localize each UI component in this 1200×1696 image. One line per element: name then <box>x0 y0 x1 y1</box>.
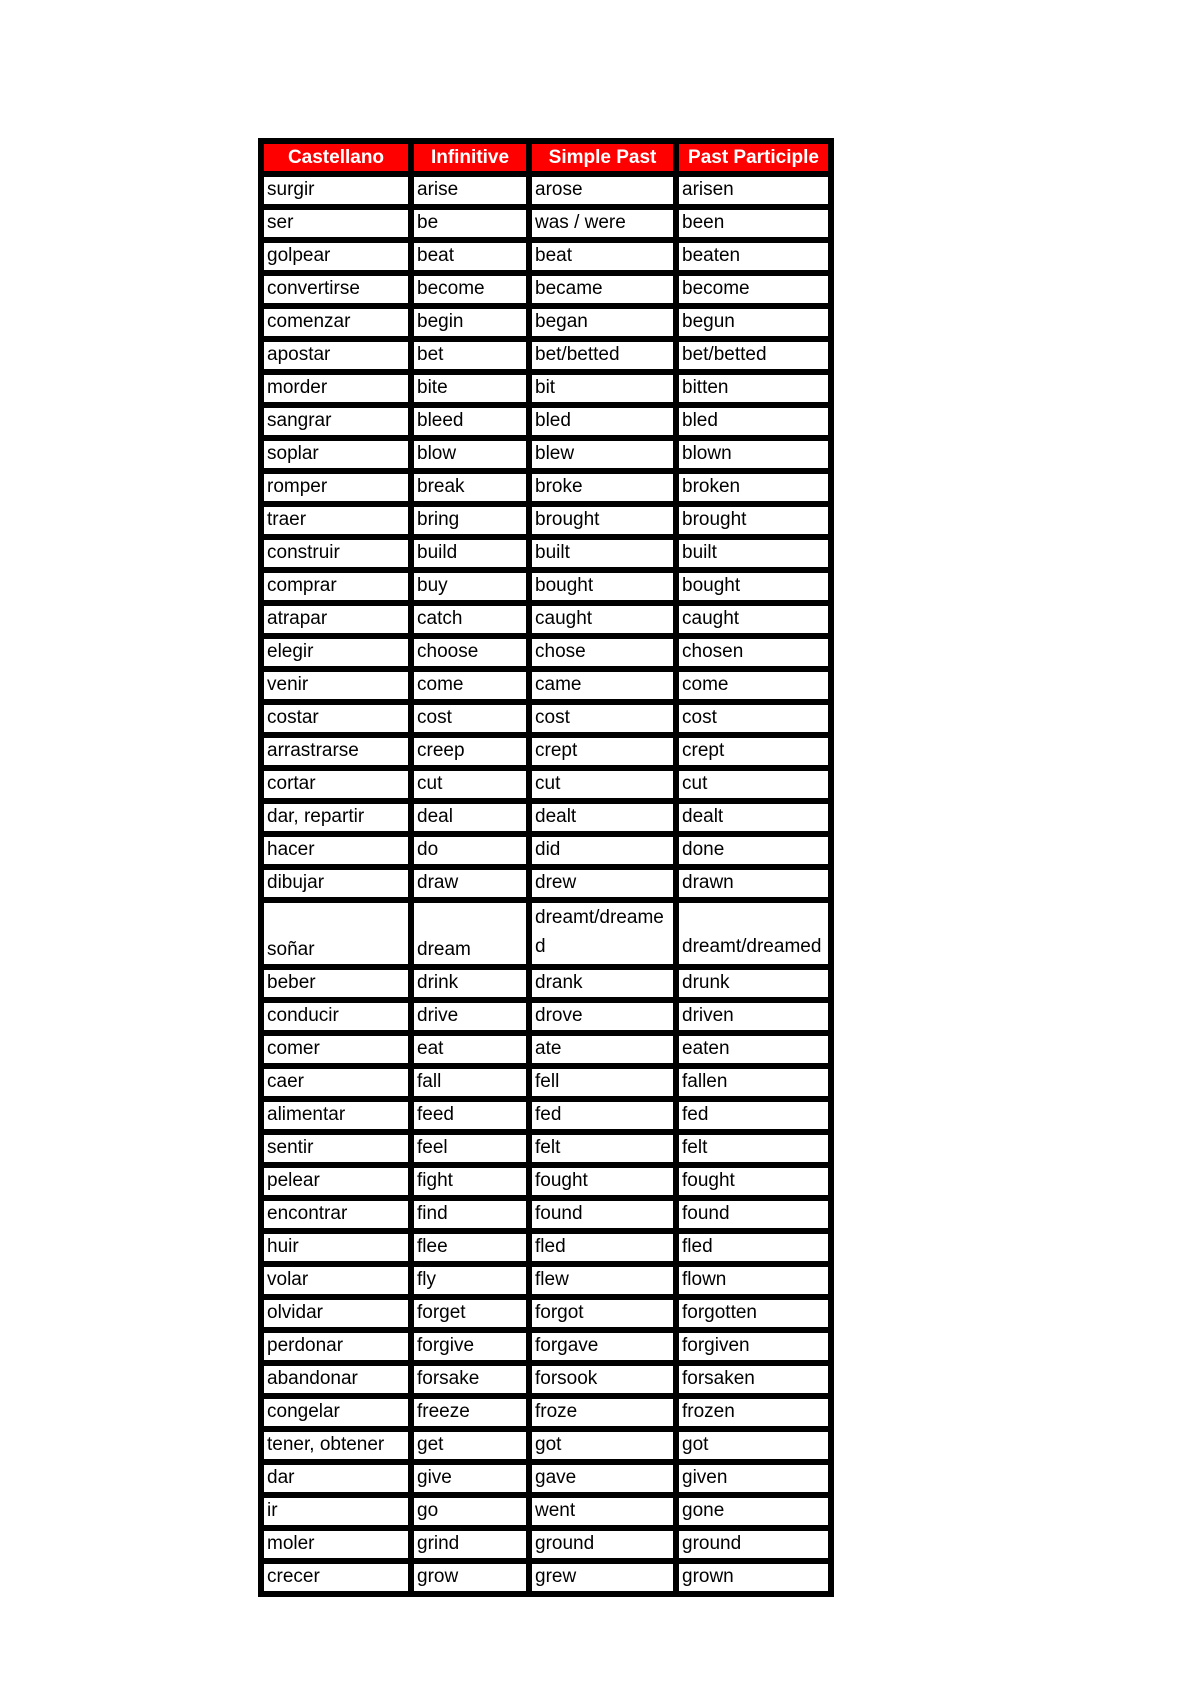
table-row <box>261 1099 831 1132</box>
table-row <box>261 1000 831 1033</box>
cell-text: dreamt/dreamed <box>682 936 822 957</box>
castellano-cell: dar, repartir <box>261 801 411 834</box>
header-castellano: Castellano <box>261 141 411 174</box>
header-simple-past: Simple Past <box>529 141 676 174</box>
castellano-cell: morder <box>261 372 411 405</box>
infinitive-cell: forget <box>411 1297 529 1330</box>
simple-past-cell: brought <box>529 504 676 537</box>
past-participle-cell: frozen <box>676 1396 831 1429</box>
infinitive-cell: eat <box>411 1033 529 1066</box>
table-row <box>261 1429 831 1462</box>
past-participle-cell: eaten <box>676 1033 831 1066</box>
infinitive-cell: flee <box>411 1231 529 1264</box>
infinitive-cell: bring <box>411 504 529 537</box>
infinitive-cell: feed <box>411 1099 529 1132</box>
past-participle-cell: cut <box>676 768 831 801</box>
simple-past-cell: ground <box>529 1528 676 1561</box>
simple-past-cell: found <box>529 1198 676 1231</box>
infinitive-cell: forsake <box>411 1363 529 1396</box>
simple-past-cell: grew <box>529 1561 676 1594</box>
table-row <box>261 1561 831 1594</box>
infinitive-cell: find <box>411 1198 529 1231</box>
infinitive-cell: begin <box>411 306 529 339</box>
past-participle-cell: chosen <box>676 636 831 669</box>
table-row <box>261 1528 831 1561</box>
table-row <box>261 339 831 372</box>
simple-past-cell: cost <box>529 702 676 735</box>
infinitive-cell: draw <box>411 867 529 900</box>
castellano-cell: arrastrarse <box>261 735 411 768</box>
header-infinitive: Infinitive <box>411 141 529 174</box>
simple-past-cell: froze <box>529 1396 676 1429</box>
table-row <box>261 471 831 504</box>
past-participle-cell: grown <box>676 1561 831 1594</box>
simple-past-cell: ate <box>529 1033 676 1066</box>
past-participle-cell: felt <box>676 1132 831 1165</box>
infinitive-cell: come <box>411 669 529 702</box>
infinitive-cell: break <box>411 471 529 504</box>
table-row <box>261 900 831 967</box>
castellano-cell: pelear <box>261 1165 411 1198</box>
past-participle-cell: fallen <box>676 1066 831 1099</box>
past-participle-cell: drawn <box>676 867 831 900</box>
past-participle-cell: done <box>676 834 831 867</box>
simple-past-cell: cut <box>529 768 676 801</box>
past-participle-cell: become <box>676 273 831 306</box>
table-row <box>261 768 831 801</box>
simple-past-cell: became <box>529 273 676 306</box>
castellano-cell: ser <box>261 207 411 240</box>
castellano-cell: traer <box>261 504 411 537</box>
table-row <box>261 537 831 570</box>
simple-past-cell: began <box>529 306 676 339</box>
simple-past-cell: caught <box>529 603 676 636</box>
table-row <box>261 867 831 900</box>
castellano-cell: venir <box>261 669 411 702</box>
infinitive-cell: catch <box>411 603 529 636</box>
past-participle-cell: begun <box>676 306 831 339</box>
table-row <box>261 405 831 438</box>
irregular-verbs-table <box>258 138 834 1597</box>
past-participle-cell <box>676 900 831 967</box>
simple-past-cell: got <box>529 1429 676 1462</box>
castellano-cell: comprar <box>261 570 411 603</box>
simple-past-cell: fought <box>529 1165 676 1198</box>
infinitive-cell: build <box>411 537 529 570</box>
castellano-cell: caer <box>261 1066 411 1099</box>
past-participle-cell: caught <box>676 603 831 636</box>
castellano-cell: dibujar <box>261 867 411 900</box>
infinitive-cell: beat <box>411 240 529 273</box>
past-participle-cell: built <box>676 537 831 570</box>
past-participle-cell: been <box>676 207 831 240</box>
castellano-cell: dar <box>261 1462 411 1495</box>
header-past-participle: Past Participle <box>676 141 831 174</box>
table-body <box>261 174 831 1594</box>
castellano-cell: ir <box>261 1495 411 1528</box>
infinitive-cell: freeze <box>411 1396 529 1429</box>
table-row <box>261 603 831 636</box>
table-row <box>261 1396 831 1429</box>
castellano-cell: beber <box>261 967 411 1000</box>
simple-past-cell <box>529 900 676 967</box>
past-participle-cell: fed <box>676 1099 831 1132</box>
cell-text: dreamt/dreamed <box>535 907 664 957</box>
table-row <box>261 1264 831 1297</box>
past-participle-cell: bled <box>676 405 831 438</box>
infinitive-cell: fight <box>411 1165 529 1198</box>
table-row <box>261 1363 831 1396</box>
past-participle-cell: broken <box>676 471 831 504</box>
header-row <box>261 141 831 174</box>
simple-past-cell: bet/betted <box>529 339 676 372</box>
simple-past-cell: gave <box>529 1462 676 1495</box>
past-participle-cell: blown <box>676 438 831 471</box>
simple-past-cell: built <box>529 537 676 570</box>
simple-past-cell: forgot <box>529 1297 676 1330</box>
castellano-cell: cortar <box>261 768 411 801</box>
castellano-cell: volar <box>261 1264 411 1297</box>
castellano-cell: construir <box>261 537 411 570</box>
table-row <box>261 1231 831 1264</box>
past-participle-cell: drunk <box>676 967 831 1000</box>
simple-past-cell: dealt <box>529 801 676 834</box>
past-participle-cell: cost <box>676 702 831 735</box>
castellano-cell: soplar <box>261 438 411 471</box>
infinitive-cell: become <box>411 273 529 306</box>
past-participle-cell: bitten <box>676 372 831 405</box>
past-participle-cell: arisen <box>676 174 831 207</box>
past-participle-cell: bet/betted <box>676 339 831 372</box>
castellano-cell: sangrar <box>261 405 411 438</box>
simple-past-cell: fell <box>529 1066 676 1099</box>
simple-past-cell: was / were <box>529 207 676 240</box>
castellano-cell: surgir <box>261 174 411 207</box>
castellano-cell: costar <box>261 702 411 735</box>
past-participle-cell: fought <box>676 1165 831 1198</box>
infinitive-cell: arise <box>411 174 529 207</box>
past-participle-cell: forsaken <box>676 1363 831 1396</box>
infinitive-cell: bleed <box>411 405 529 438</box>
simple-past-cell: crept <box>529 735 676 768</box>
infinitive-cell: cut <box>411 768 529 801</box>
infinitive-cell: deal <box>411 801 529 834</box>
table-row <box>261 372 831 405</box>
past-participle-cell: forgiven <box>676 1330 831 1363</box>
simple-past-cell: fled <box>529 1231 676 1264</box>
table-row <box>261 1495 831 1528</box>
castellano-cell: romper <box>261 471 411 504</box>
table-row <box>261 1330 831 1363</box>
infinitive-cell: forgive <box>411 1330 529 1363</box>
infinitive-cell: blow <box>411 438 529 471</box>
simple-past-cell: beat <box>529 240 676 273</box>
simple-past-cell: drew <box>529 867 676 900</box>
table-row <box>261 273 831 306</box>
table-header <box>261 141 831 174</box>
infinitive-cell: give <box>411 1462 529 1495</box>
simple-past-cell: broke <box>529 471 676 504</box>
castellano-cell: soñar <box>261 900 411 967</box>
castellano-cell: apostar <box>261 339 411 372</box>
infinitive-cell: fly <box>411 1264 529 1297</box>
simple-past-cell: went <box>529 1495 676 1528</box>
infinitive-cell: dream <box>411 900 529 967</box>
table-row <box>261 1297 831 1330</box>
table-row <box>261 1132 831 1165</box>
simple-past-cell: arose <box>529 174 676 207</box>
castellano-cell: huir <box>261 1231 411 1264</box>
simple-past-cell: came <box>529 669 676 702</box>
past-participle-cell: driven <box>676 1000 831 1033</box>
castellano-cell: hacer <box>261 834 411 867</box>
simple-past-cell: chose <box>529 636 676 669</box>
infinitive-cell: do <box>411 834 529 867</box>
past-participle-cell: beaten <box>676 240 831 273</box>
table-row <box>261 834 831 867</box>
table-row <box>261 1066 831 1099</box>
past-participle-cell: ground <box>676 1528 831 1561</box>
infinitive-cell: drink <box>411 967 529 1000</box>
table-row <box>261 570 831 603</box>
infinitive-cell: feel <box>411 1132 529 1165</box>
past-participle-cell: dealt <box>676 801 831 834</box>
castellano-cell: encontrar <box>261 1198 411 1231</box>
table-row <box>261 669 831 702</box>
infinitive-cell: buy <box>411 570 529 603</box>
castellano-cell: sentir <box>261 1132 411 1165</box>
simple-past-cell: fed <box>529 1099 676 1132</box>
castellano-cell: moler <box>261 1528 411 1561</box>
past-participle-cell: gone <box>676 1495 831 1528</box>
infinitive-cell: creep <box>411 735 529 768</box>
infinitive-cell: grow <box>411 1561 529 1594</box>
table-row <box>261 1165 831 1198</box>
castellano-cell: olvidar <box>261 1297 411 1330</box>
table-row <box>261 702 831 735</box>
castellano-cell: elegir <box>261 636 411 669</box>
castellano-cell: congelar <box>261 1396 411 1429</box>
simple-past-cell: bled <box>529 405 676 438</box>
infinitive-cell: bite <box>411 372 529 405</box>
simple-past-cell: forgave <box>529 1330 676 1363</box>
table-row <box>261 1462 831 1495</box>
castellano-cell: golpear <box>261 240 411 273</box>
castellano-cell: perdonar <box>261 1330 411 1363</box>
infinitive-cell: fall <box>411 1066 529 1099</box>
simple-past-cell: felt <box>529 1132 676 1165</box>
past-participle-cell: crept <box>676 735 831 768</box>
table-row <box>261 967 831 1000</box>
infinitive-cell: cost <box>411 702 529 735</box>
table-row <box>261 207 831 240</box>
table-row <box>261 801 831 834</box>
simple-past-cell: drank <box>529 967 676 1000</box>
simple-past-cell: bought <box>529 570 676 603</box>
infinitive-cell: drive <box>411 1000 529 1033</box>
castellano-cell: comenzar <box>261 306 411 339</box>
past-participle-cell: forgotten <box>676 1297 831 1330</box>
castellano-cell: tener, obtener <box>261 1429 411 1462</box>
past-participle-cell: brought <box>676 504 831 537</box>
table-row <box>261 240 831 273</box>
past-participle-cell: got <box>676 1429 831 1462</box>
table-row <box>261 438 831 471</box>
simple-past-cell: forsook <box>529 1363 676 1396</box>
past-participle-cell: bought <box>676 570 831 603</box>
past-participle-cell: given <box>676 1462 831 1495</box>
table-row <box>261 306 831 339</box>
past-participle-cell: come <box>676 669 831 702</box>
simple-past-cell: flew <box>529 1264 676 1297</box>
past-participle-cell: found <box>676 1198 831 1231</box>
past-participle-cell: fled <box>676 1231 831 1264</box>
table-row <box>261 504 831 537</box>
simple-past-cell: drove <box>529 1000 676 1033</box>
infinitive-cell: get <box>411 1429 529 1462</box>
table-row <box>261 1198 831 1231</box>
simple-past-cell: did <box>529 834 676 867</box>
castellano-cell: conducir <box>261 1000 411 1033</box>
castellano-cell: convertirse <box>261 273 411 306</box>
infinitive-cell: go <box>411 1495 529 1528</box>
castellano-cell: abandonar <box>261 1363 411 1396</box>
castellano-cell: alimentar <box>261 1099 411 1132</box>
table-row <box>261 735 831 768</box>
infinitive-cell: be <box>411 207 529 240</box>
castellano-cell: crecer <box>261 1561 411 1594</box>
infinitive-cell: choose <box>411 636 529 669</box>
castellano-cell: atrapar <box>261 603 411 636</box>
table-row <box>261 174 831 207</box>
table-row <box>261 636 831 669</box>
table-row <box>261 1033 831 1066</box>
simple-past-cell: bit <box>529 372 676 405</box>
simple-past-cell: blew <box>529 438 676 471</box>
past-participle-cell: flown <box>676 1264 831 1297</box>
infinitive-cell: bet <box>411 339 529 372</box>
infinitive-cell: grind <box>411 1528 529 1561</box>
castellano-cell: comer <box>261 1033 411 1066</box>
